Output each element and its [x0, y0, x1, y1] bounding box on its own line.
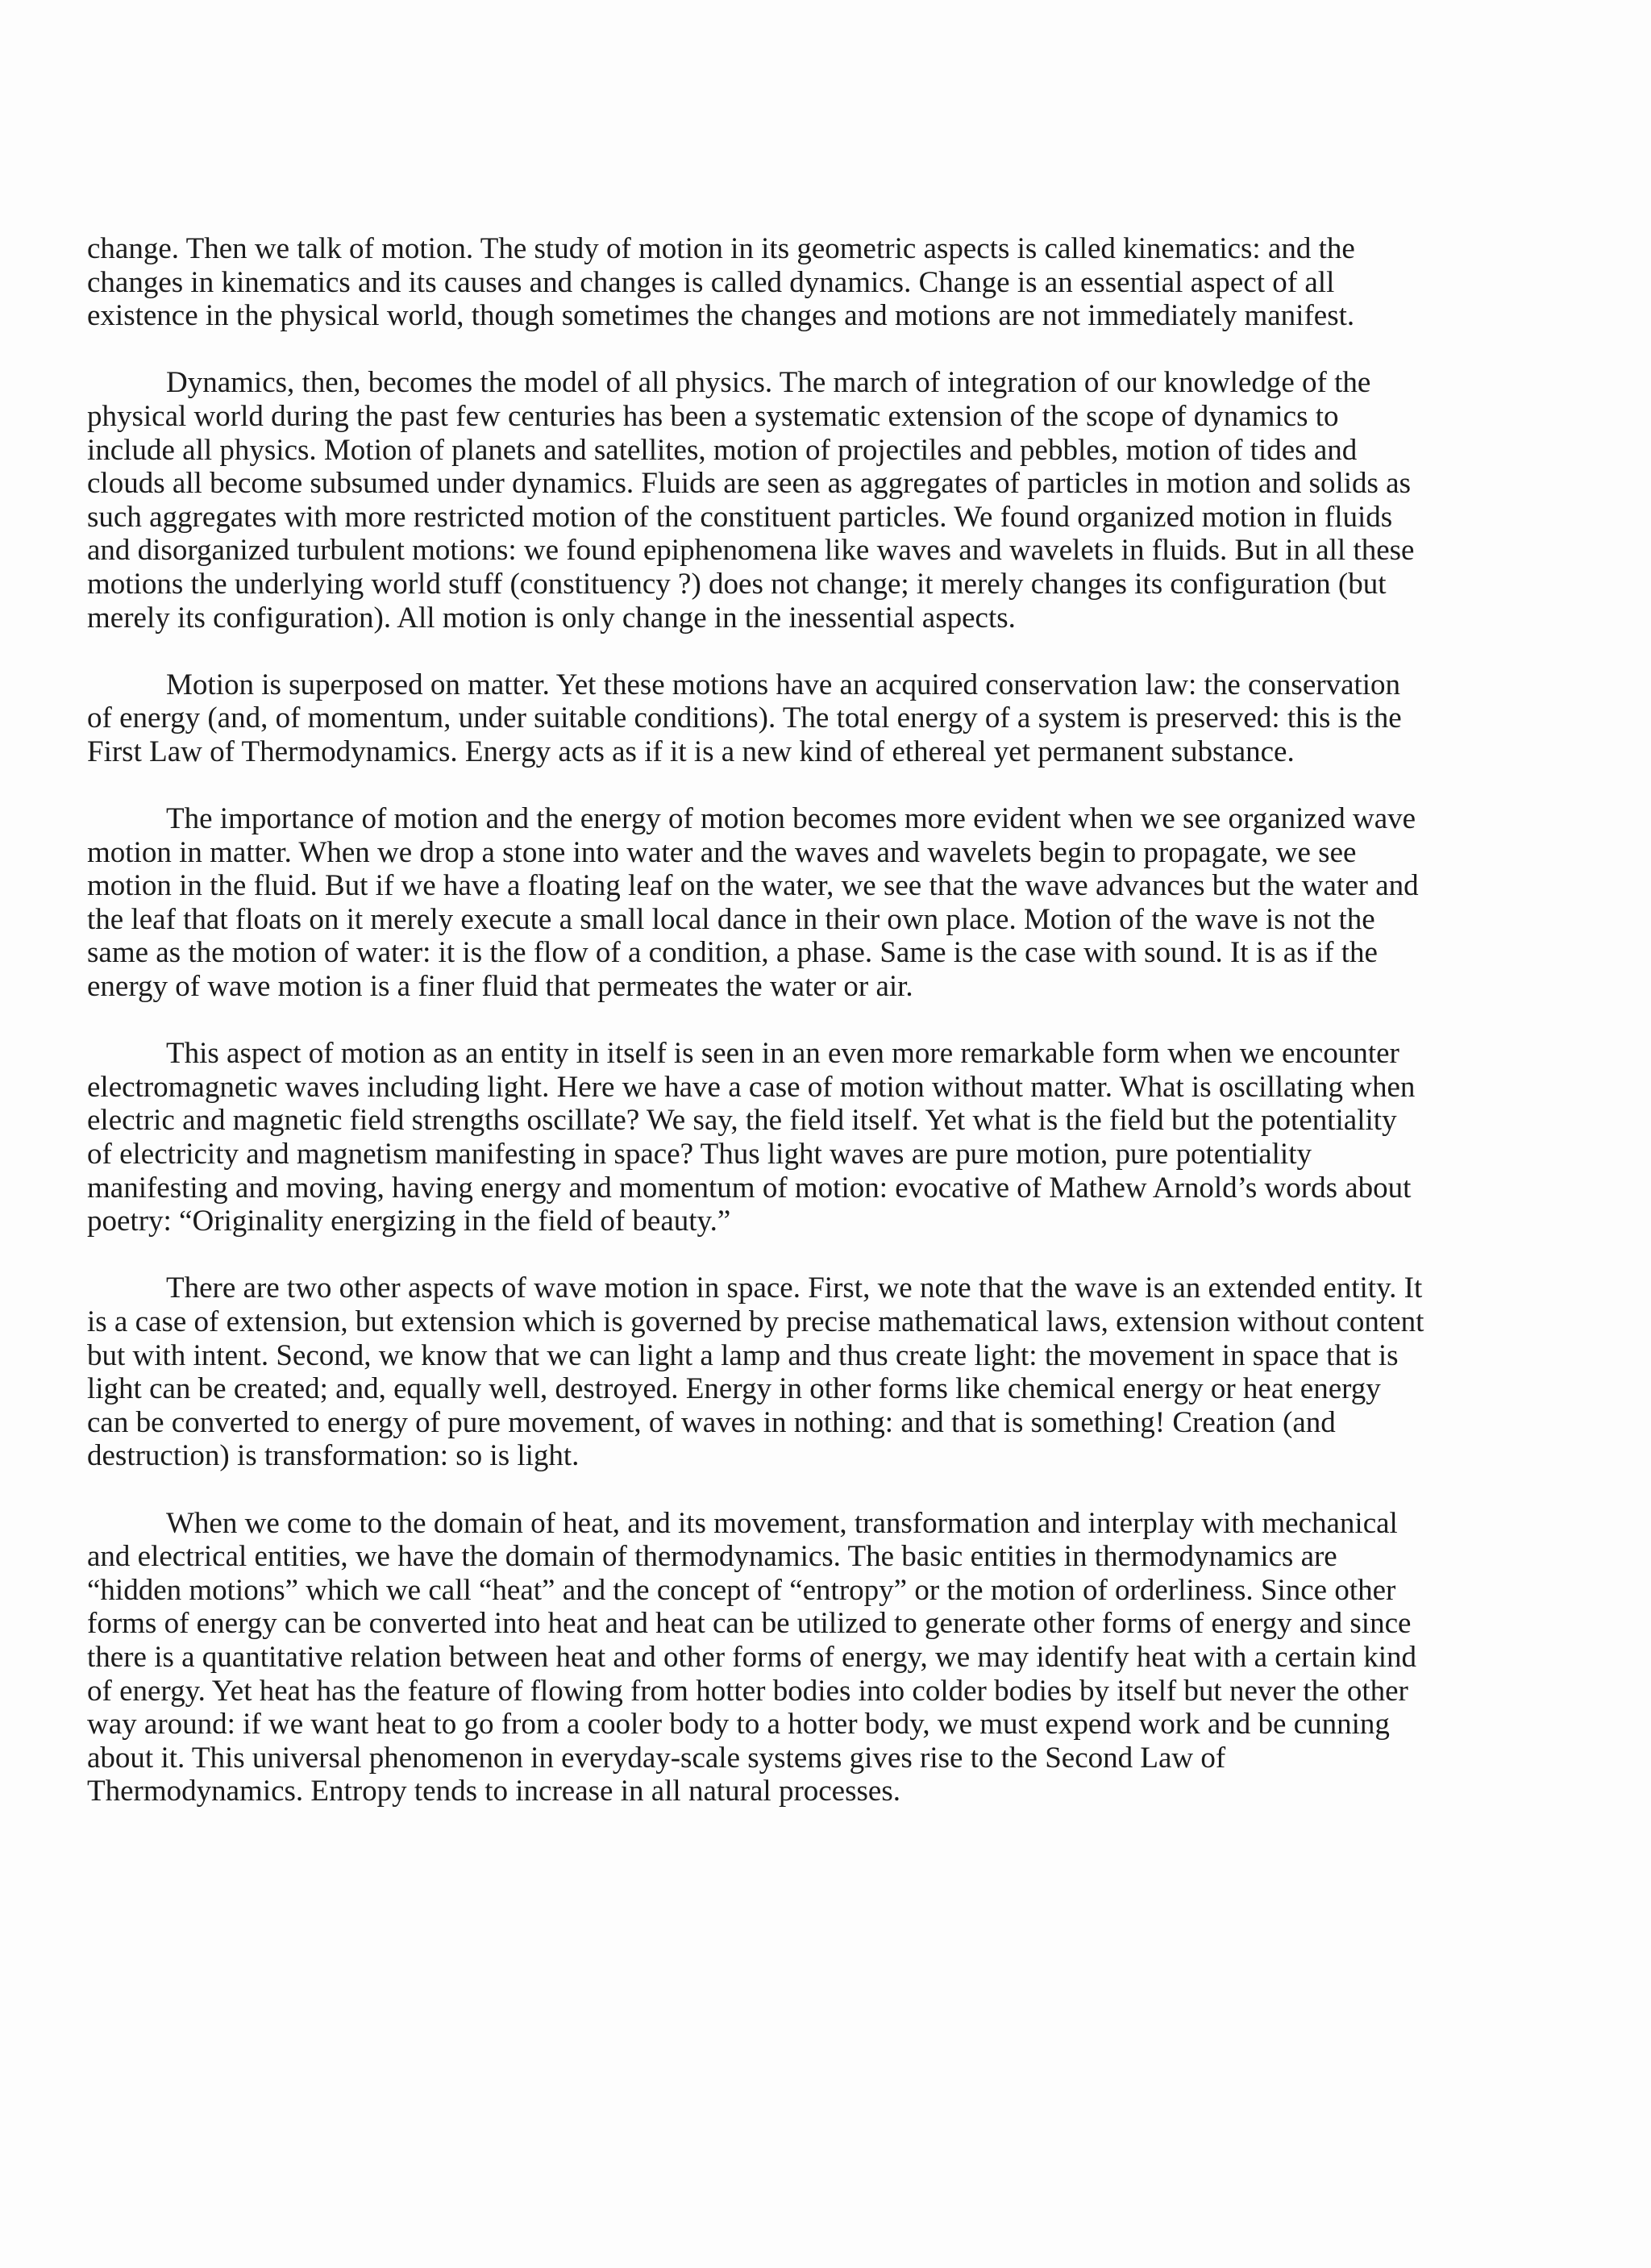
- paragraph-7: When we come to the domain of heat, and its movement, transformation and interplay with mechanical and electrical entities, we have the domain of thermodynamics. The basic entities in thermodynamics are “hidden motions” which we call “heat” and the concept of “entropy” or the motion of orderliness. Since other forms of energy can be converted into heat and heat can be utilized to generate other forms of energy and since there is a quantitative relation between heat and other forms of energy, we may identify heat with a certain kind of energy. Yet heat has the feature of flowing from hotter bodies into colder bodies by itself but never the other way around: if we want heat to go from a cooler body to a hotter body, we must expend work and be cunning about it. This universal phenomenon in everyday-scale systems gives rise to the Second Law of Thermodynamics. Entropy tends to increase in all natural processes.: [87, 1506, 1416, 1808]
- body-text: [87, 232, 1425, 1808]
- paragraph-5: This aspect of motion as an entity in itself is seen in an even more remarkable form when we encounter electromagnetic waves including light. Here we have a case of motion without matter. What is oscillating when electric and magnetic field strengths oscillate? We say, the field itself. Yet what is the field but the potentiality of electricity and magnetism manifesting in space? Thus light waves are pure motion, pure potentiality manifesting and moving, having energy and momentum of motion: evocative of Mathew Arnold’s words about poetry: “Originality energizing in the field of beauty.”: [87, 1037, 1416, 1238]
- paragraph-4: The importance of motion and the energy of motion becomes more evident when we see organized wave motion in matter. When we drop a stone into water and the waves and wavelets begin to propagate, we see motion in the fluid. But if we have a floating leaf on the water, we see that the wave advances but the water and the leaf that floats on it merely execute a small local dance in their own place. Motion of the wave is not the same as the motion of water: it is the flow of a condition, a phase. Same is the case with sound. It is as if the energy of wave motion is a finer fluid that permeates the water or air.: [87, 802, 1419, 1004]
- paragraph-6: There are two other aspects of wave motion in space. First, we note that the wave is an extended entity. It is a case of extension, but extension which is governed by precise mathematical laws, extension without content but with intent. Second, we know that we can light a lamp and thus create light: the movement in space that is light can be created; and, equally well, destroyed. Energy in other forms like chemical energy or heat energy can be converted to energy of pure movement, of waves in nothing: and that is something! Creation (and destruction) is transformation: so is light.: [87, 1271, 1424, 1473]
- paragraph-1: change. Then we talk of motion. The study of motion in its geometric aspects is called kinematics: and the changes in kinematics and its causes and changes is called dynamics. Change is an essential aspect of all existence in the physical world, though sometimes the changes and motions are not immediately manifest.: [87, 232, 1355, 333]
- paragraph-3: Motion is superposed on matter. Yet these motions have an acquired conservation law: the conservation of energy (and, of momentum, under suitable conditions). The total energy of a system is preserved: this is the First Law of Thermodynamics. Energy acts as if it is a new kind of ethereal yet permanent substance.: [87, 668, 1402, 768]
- paragraph-2: Dynamics, then, becomes the model of all physics. The march of integration of our knowledge of the physical world during the past few centuries has been a systematic extension of the scope of dynamics to include all physics. Motion of planets and satellites, motion of projectiles and pebbles, motion of tides and clouds all become subsumed under dynamics. Fluids are seen as aggregates of particles in motion and solids as such aggregates with more restricted motion of the constituent particles. We found organized motion in fluids and disorganized turbulent motions: we found epiphenomena like waves and wavelets in fluids. But in all these motions the underlying world stuff (constituency ?) does not change; it merely changes its configuration (but merely its configuration). All motion is only change in the inessential aspects.: [87, 366, 1415, 635]
